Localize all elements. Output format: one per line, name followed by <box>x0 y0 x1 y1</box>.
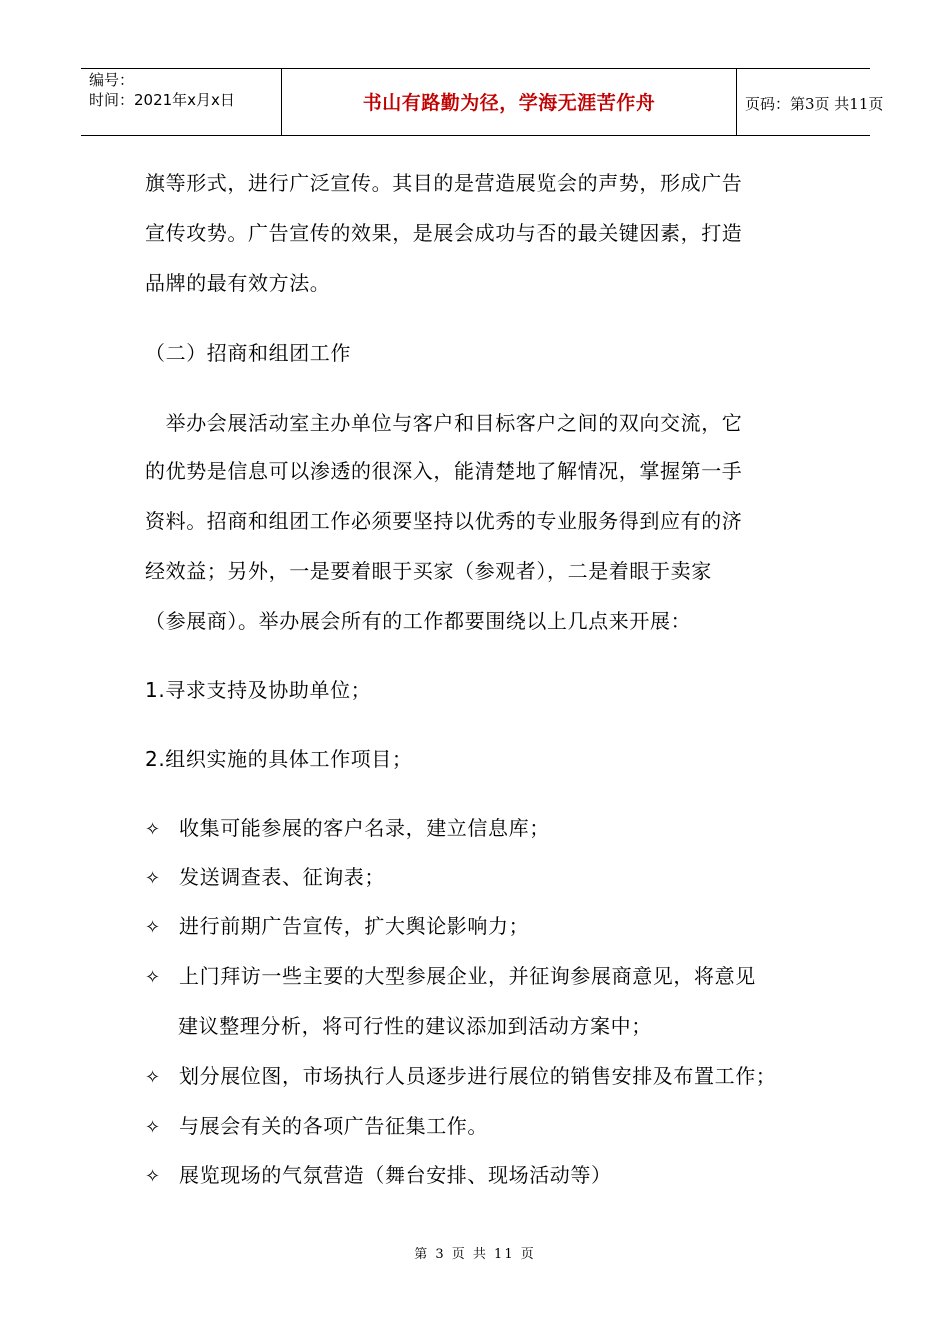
paragraph2-line-4: 经效益；另外，一是要着眼于买家（参观者），二是着眼于卖家 <box>145 559 712 583</box>
bullet-text: 上门拜访一些主要的大型参展企业，并征询参展商意见，将意见 <box>179 964 756 988</box>
header-motto: 书山有路勤为径，学海无涯苦作舟 <box>362 92 656 114</box>
bullet-item <box>145 815 550 843</box>
paragraph1-line-3: 品牌的最有效方法。 <box>145 271 331 295</box>
bullet-text: 发送调查表、征询表； <box>179 865 385 889</box>
header-right-cell <box>737 69 884 135</box>
page-header <box>81 68 884 136</box>
document-time-label: 时间：2021年x月x日 <box>89 91 235 109</box>
diamond-bullet-icon: ✧ <box>145 1166 161 1187</box>
bullet-text: 与展会有关的各项广告征集工作。 <box>179 1114 488 1138</box>
document-number-label: 编号： <box>89 71 135 89</box>
bullet-continuation-line: 建议整理分析，将可行性的建议添加到活动方案中； <box>178 1014 652 1038</box>
paragraph2-line-2: 的优势是信息可以渗透的很深入，能清楚地了解情况，掌握第一手 <box>145 459 743 483</box>
diamond-bullet-icon: ✧ <box>145 868 161 889</box>
section-heading: （二）招商和组团工作 <box>145 341 351 365</box>
paragraph2-line-1: 举办会展活动室主办单位与客户和目标客户之间的双向交流，它 <box>145 411 743 435</box>
bullet-text: 划分展位图，市场执行人员逐步进行展位的销售安排及布置工作； <box>179 1064 777 1088</box>
header-page-number: 页码：第3页 共11页 <box>745 95 884 113</box>
diamond-bullet-icon: ✧ <box>145 967 161 988</box>
paragraph1-line-2: 宣传攻势。广告宣传的效果，是展会成功与否的最关键因素，打造 <box>145 221 743 245</box>
bullet-item <box>145 1063 776 1091</box>
diamond-bullet-icon: ✧ <box>145 819 161 840</box>
bullet-text: 收集可能参展的客户名录，建立信息库； <box>179 816 550 840</box>
bullet-text: 进行前期广告宣传，扩大舆论影响力； <box>179 914 530 938</box>
bullet-item <box>145 913 529 941</box>
bullet-item <box>145 864 385 892</box>
page-footer: 第 3 页 共 11 页 <box>414 1247 536 1262</box>
bullet-text: 展览现场的气氛营造（舞台安排、现场活动等） <box>179 1163 612 1187</box>
header-left-cell <box>81 69 281 135</box>
diamond-bullet-icon: ✧ <box>145 1067 161 1088</box>
paragraph2-line-5: （参展商）。举办展会所有的工作都要围绕以上几点来开展： <box>145 609 692 633</box>
diamond-bullet-icon: ✧ <box>145 917 161 938</box>
bullet-item <box>145 1162 612 1190</box>
paragraph1-line-1: 旗等形式，进行广泛宣传。其目的是营造展览会的声势，形成广告 <box>145 171 743 195</box>
diamond-bullet-icon: ✧ <box>145 1117 161 1138</box>
header-middle-cell <box>281 69 737 135</box>
bullet-item <box>145 963 756 991</box>
numbered-item-1: 1.寻求支持及协助单位； <box>145 678 372 702</box>
numbered-item-2: 2.组织实施的具体工作项目； <box>145 747 413 771</box>
paragraph2-line-3: 资料。招商和组团工作必须要坚持以优秀的专业服务得到应有的济 <box>145 509 743 533</box>
bullet-item <box>145 1113 488 1141</box>
